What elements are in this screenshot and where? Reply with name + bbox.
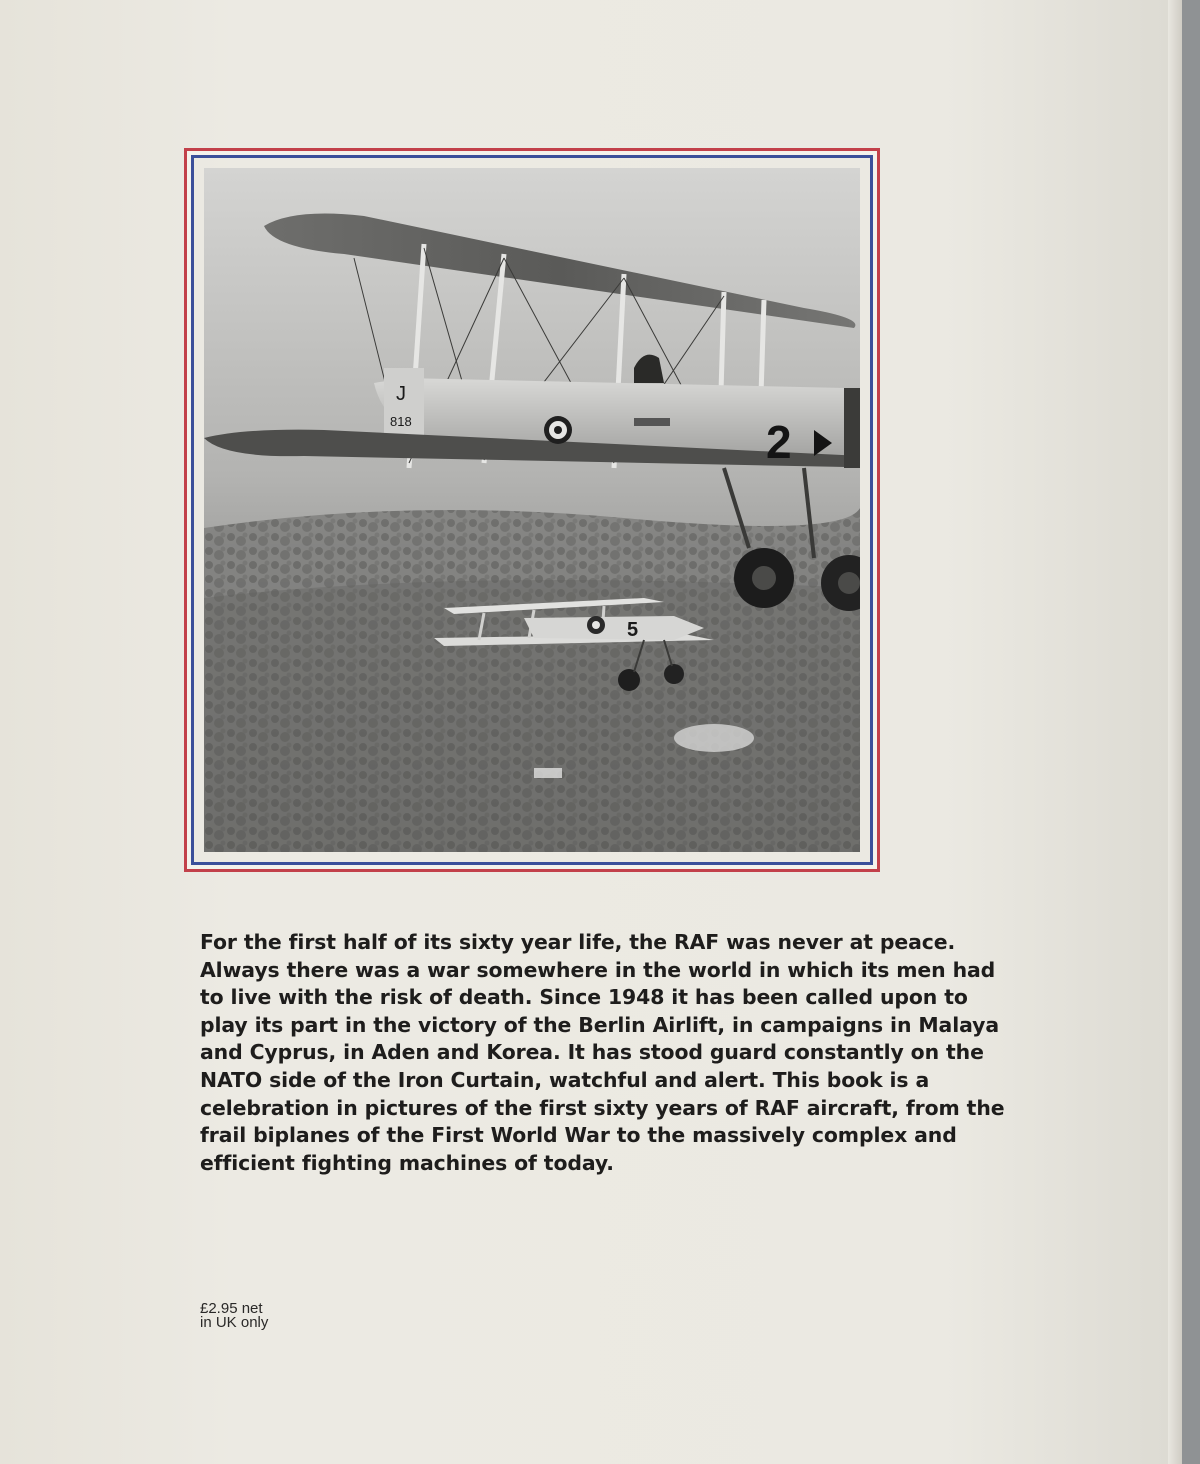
cover-edge [1168, 0, 1182, 1464]
price-amount: £2.95 net [200, 1300, 263, 1317]
biplane-photograph [204, 168, 860, 852]
price-region: in UK only [200, 1314, 269, 1331]
svg-text:2: 2 [766, 416, 792, 468]
svg-text:818: 818 [390, 414, 412, 429]
svg-text:5: 5 [627, 619, 639, 641]
svg-text:J: J [396, 383, 406, 405]
photo-frame [184, 148, 880, 872]
background-surface [1182, 0, 1200, 1464]
price-label [200, 1302, 268, 1330]
cover-blurb: For the first half of its sixty year life, the RAF was never at peace. Always there was a war somewhere in the world in which its men had to live with the risk of death. Since 1948 it has been called upon to play its part in the victory of the Berlin Airlift, in campaigns in Malaya and Cyprus, in Aden and Korea. It has stood guard constantly on the NATO side of the Iron Curtain, watchful and alert. This book is a celebration in pictures of the first sixty years of RAF aircraft, from the frail biplanes of the First World War to the massively complex and efficient fighting machines of today. [200, 930, 1005, 1175]
